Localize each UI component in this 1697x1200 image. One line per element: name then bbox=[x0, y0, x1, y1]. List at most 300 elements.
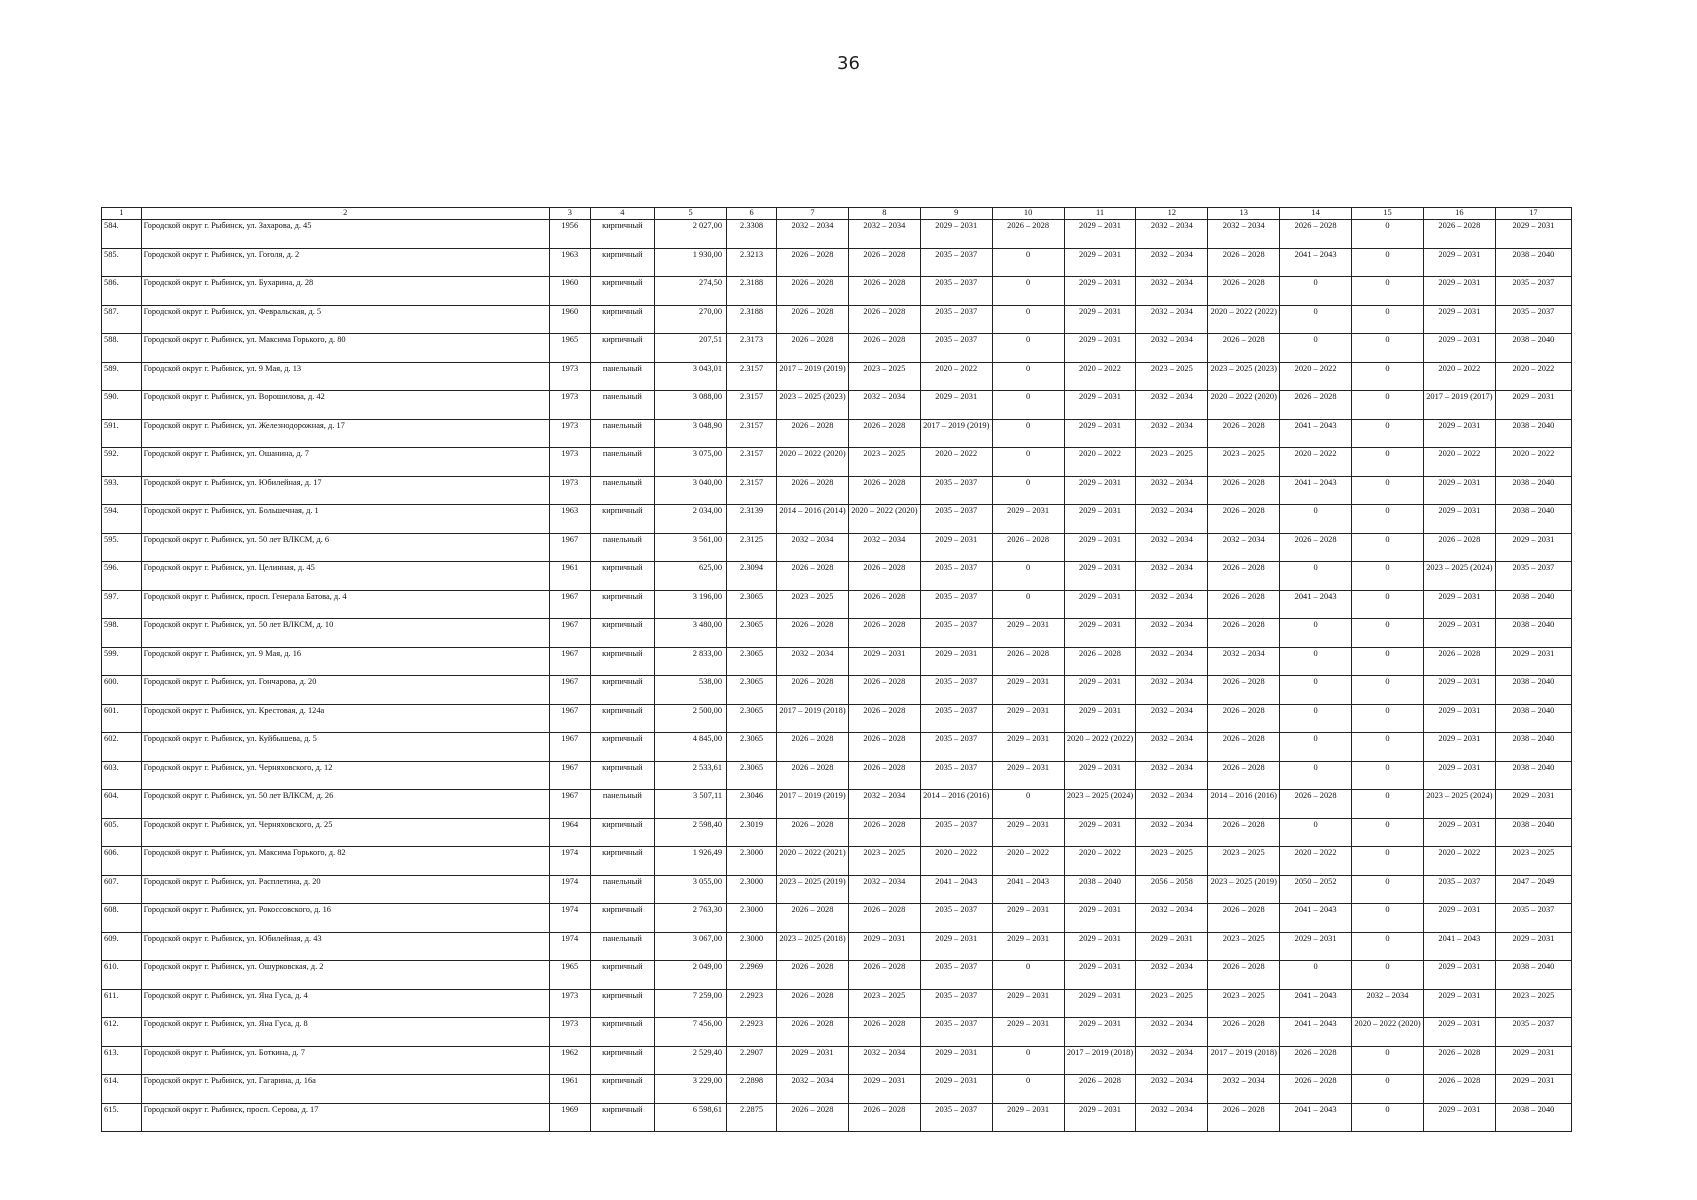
period-cell: 2014 – 2016 (2016) bbox=[1208, 790, 1280, 819]
period-cell: 2020 – 2022 bbox=[1495, 448, 1571, 477]
year-cell: 1974 bbox=[549, 932, 590, 961]
area-cell: 3 196,00 bbox=[655, 590, 727, 619]
period-cell: 2029 – 2031 bbox=[920, 533, 992, 562]
wall-material-cell: кирпичный bbox=[590, 334, 655, 363]
period-cell: 2026 – 2028 bbox=[1208, 248, 1280, 277]
index-cell: 2.3000 bbox=[727, 904, 777, 933]
address-cell: Городской округ г. Рыбинск, ул. Расплетина, д. 20 bbox=[141, 875, 549, 904]
period-cell: 2029 – 2031 bbox=[1064, 818, 1136, 847]
address-cell: Городской округ г. Рыбинск, ул. Большечная, д. 1 bbox=[141, 505, 549, 534]
period-cell: 0 bbox=[992, 562, 1064, 591]
wall-material-cell: кирпичный bbox=[590, 733, 655, 762]
period-cell: 0 bbox=[1352, 590, 1424, 619]
period-cell: 2029 – 2031 bbox=[992, 1103, 1064, 1132]
period-cell: 2026 – 2028 bbox=[777, 562, 849, 591]
index-cell: 2.2907 bbox=[727, 1046, 777, 1075]
period-cell: 2029 – 2031 bbox=[920, 932, 992, 961]
period-cell: 2017 – 2019 (2018) bbox=[1208, 1046, 1280, 1075]
period-cell: 2029 – 2031 bbox=[1064, 248, 1136, 277]
index-cell: 2.3065 bbox=[727, 619, 777, 648]
column-header: 14 bbox=[1280, 208, 1352, 220]
wall-material-cell: кирпичный bbox=[590, 961, 655, 990]
wall-material-cell: кирпичный bbox=[590, 989, 655, 1018]
area-cell: 2 763,30 bbox=[655, 904, 727, 933]
period-cell: 2023 – 2025 bbox=[1495, 847, 1571, 876]
period-cell: 2026 – 2028 bbox=[777, 419, 849, 448]
period-cell: 2032 – 2034 bbox=[848, 790, 920, 819]
period-cell: 2026 – 2028 bbox=[777, 904, 849, 933]
address-cell: Городской округ г. Рыбинск, ул. Февральская, д. 5 bbox=[141, 305, 549, 334]
table-row bbox=[102, 419, 1572, 448]
period-cell: 2026 – 2028 bbox=[777, 619, 849, 648]
year-cell: 1965 bbox=[549, 334, 590, 363]
wall-material-cell: кирпичный bbox=[590, 704, 655, 733]
period-cell: 2020 – 2022 bbox=[1280, 362, 1352, 391]
period-cell: 2035 – 2037 bbox=[920, 1018, 992, 1047]
period-cell: 0 bbox=[1352, 419, 1424, 448]
address-cell: Городской округ г. Рыбинск, ул. 50 лет ВЛКСМ, д. 10 bbox=[141, 619, 549, 648]
period-cell: 2026 – 2028 bbox=[848, 1103, 920, 1132]
period-cell: 2032 – 2034 bbox=[848, 533, 920, 562]
period-cell: 0 bbox=[1352, 790, 1424, 819]
table-row bbox=[102, 1018, 1572, 1047]
period-cell: 2035 – 2037 bbox=[920, 989, 992, 1018]
period-cell: 2026 – 2028 bbox=[848, 305, 920, 334]
row-number-cell: 584. bbox=[102, 220, 142, 249]
index-cell: 2.3094 bbox=[727, 562, 777, 591]
period-cell: 2029 – 2031 bbox=[1064, 1018, 1136, 1047]
period-cell: 0 bbox=[992, 277, 1064, 306]
table-row bbox=[102, 334, 1572, 363]
period-cell: 2029 – 2031 bbox=[1064, 220, 1136, 249]
period-cell: 2035 – 2037 bbox=[1495, 1018, 1571, 1047]
period-cell: 0 bbox=[1352, 1046, 1424, 1075]
period-cell: 2029 – 2031 bbox=[992, 676, 1064, 705]
row-number-cell: 599. bbox=[102, 647, 142, 676]
year-cell: 1973 bbox=[549, 1018, 590, 1047]
table-row bbox=[102, 961, 1572, 990]
period-cell: 2026 – 2028 bbox=[777, 334, 849, 363]
period-cell: 2032 – 2034 bbox=[1136, 391, 1208, 420]
period-cell: 0 bbox=[1280, 277, 1352, 306]
index-cell: 2.3065 bbox=[727, 733, 777, 762]
period-cell: 2029 – 2031 bbox=[1136, 932, 1208, 961]
period-cell: 0 bbox=[1280, 619, 1352, 648]
period-cell: 2029 – 2031 bbox=[1064, 904, 1136, 933]
index-cell: 2.3065 bbox=[727, 704, 777, 733]
period-cell: 0 bbox=[992, 790, 1064, 819]
period-cell: 2029 – 2031 bbox=[1423, 505, 1495, 534]
year-cell: 1973 bbox=[549, 391, 590, 420]
wall-material-cell: кирпичный bbox=[590, 847, 655, 876]
wall-material-cell: кирпичный bbox=[590, 562, 655, 591]
column-number-row bbox=[102, 208, 1572, 220]
address-cell: Городской округ г. Рыбинск, ул. Ошурковская, д. 2 bbox=[141, 961, 549, 990]
period-cell: 2023 – 2025 bbox=[1136, 362, 1208, 391]
period-cell: 2023 – 2025 (2024) bbox=[1064, 790, 1136, 819]
table-row bbox=[102, 1046, 1572, 1075]
period-cell: 2026 – 2028 bbox=[777, 305, 849, 334]
period-cell: 2026 – 2028 bbox=[777, 733, 849, 762]
period-cell: 2032 – 2034 bbox=[1136, 505, 1208, 534]
period-cell: 2029 – 2031 bbox=[1064, 562, 1136, 591]
period-cell: 2020 – 2022 bbox=[920, 448, 992, 477]
period-cell: 2029 – 2031 bbox=[992, 989, 1064, 1018]
period-cell: 2029 – 2031 bbox=[1064, 676, 1136, 705]
period-cell: 0 bbox=[1352, 391, 1424, 420]
index-cell: 2.3000 bbox=[727, 932, 777, 961]
period-cell: 2026 – 2028 bbox=[848, 562, 920, 591]
period-cell: 2032 – 2034 bbox=[1352, 989, 1424, 1018]
index-cell: 2.3188 bbox=[727, 277, 777, 306]
period-cell: 2020 – 2022 (2020) bbox=[1352, 1018, 1424, 1047]
period-cell: 0 bbox=[992, 476, 1064, 505]
column-header: 8 bbox=[848, 208, 920, 220]
period-cell: 2029 – 2031 bbox=[848, 932, 920, 961]
period-cell: 2056 – 2058 bbox=[1136, 875, 1208, 904]
area-cell: 207,51 bbox=[655, 334, 727, 363]
period-cell: 2026 – 2028 bbox=[1423, 647, 1495, 676]
row-number-cell: 605. bbox=[102, 818, 142, 847]
period-cell: 2029 – 2031 bbox=[992, 733, 1064, 762]
period-cell: 2026 – 2028 bbox=[1208, 419, 1280, 448]
period-cell: 0 bbox=[992, 248, 1064, 277]
period-cell: 2032 – 2034 bbox=[1136, 619, 1208, 648]
period-cell: 2029 – 2031 bbox=[1064, 305, 1136, 334]
period-cell: 2029 – 2031 bbox=[1495, 1075, 1571, 1104]
wall-material-cell: панельный bbox=[590, 875, 655, 904]
year-cell: 1973 bbox=[549, 476, 590, 505]
period-cell: 2023 – 2025 bbox=[1136, 448, 1208, 477]
period-cell: 2023 – 2025 bbox=[777, 590, 849, 619]
period-cell: 2029 – 2031 bbox=[992, 505, 1064, 534]
period-cell: 0 bbox=[1352, 562, 1424, 591]
period-cell: 2038 – 2040 bbox=[1495, 419, 1571, 448]
period-cell: 2026 – 2028 bbox=[1280, 790, 1352, 819]
area-cell: 2 833,00 bbox=[655, 647, 727, 676]
column-header: 13 bbox=[1208, 208, 1280, 220]
period-cell: 0 bbox=[1352, 818, 1424, 847]
period-cell: 2032 – 2034 bbox=[1136, 277, 1208, 306]
address-cell: Городской округ г. Рыбинск, ул. Максима Горького, д. 82 bbox=[141, 847, 549, 876]
period-cell: 2029 – 2031 bbox=[1064, 932, 1136, 961]
column-header: 16 bbox=[1423, 208, 1495, 220]
row-number-cell: 595. bbox=[102, 533, 142, 562]
row-number-cell: 603. bbox=[102, 761, 142, 790]
table-row bbox=[102, 932, 1572, 961]
period-cell: 2029 – 2031 bbox=[1064, 476, 1136, 505]
period-cell: 2038 – 2040 bbox=[1064, 875, 1136, 904]
period-cell: 0 bbox=[1352, 1103, 1424, 1132]
period-cell: 0 bbox=[1352, 904, 1424, 933]
period-cell: 2035 – 2037 bbox=[1423, 875, 1495, 904]
area-cell: 2 529,40 bbox=[655, 1046, 727, 1075]
period-cell: 0 bbox=[1352, 733, 1424, 762]
period-cell: 0 bbox=[992, 961, 1064, 990]
period-cell: 2032 – 2034 bbox=[1136, 305, 1208, 334]
period-cell: 2026 – 2028 bbox=[848, 818, 920, 847]
period-cell: 2041 – 2043 bbox=[1280, 1018, 1352, 1047]
period-cell: 2029 – 2031 bbox=[848, 647, 920, 676]
period-cell: 2029 – 2031 bbox=[992, 761, 1064, 790]
index-cell: 2.2923 bbox=[727, 1018, 777, 1047]
period-cell: 2029 – 2031 bbox=[848, 1075, 920, 1104]
period-cell: 2029 – 2031 bbox=[1064, 533, 1136, 562]
period-cell: 2032 – 2034 bbox=[1136, 1075, 1208, 1104]
period-cell: 0 bbox=[1352, 448, 1424, 477]
table-row bbox=[102, 761, 1572, 790]
period-cell: 2035 – 2037 bbox=[920, 277, 992, 306]
period-cell: 2020 – 2022 bbox=[1423, 448, 1495, 477]
period-cell: 2032 – 2034 bbox=[1136, 476, 1208, 505]
period-cell: 0 bbox=[1280, 562, 1352, 591]
row-number-cell: 593. bbox=[102, 476, 142, 505]
row-number-cell: 608. bbox=[102, 904, 142, 933]
period-cell: 2032 – 2034 bbox=[1208, 533, 1280, 562]
period-cell: 2023 – 2025 bbox=[1208, 989, 1280, 1018]
period-cell: 2026 – 2028 bbox=[1208, 476, 1280, 505]
period-cell: 0 bbox=[1280, 647, 1352, 676]
index-cell: 2.3173 bbox=[727, 334, 777, 363]
period-cell: 2029 – 2031 bbox=[1423, 761, 1495, 790]
period-cell: 2026 – 2028 bbox=[1208, 334, 1280, 363]
period-cell: 2032 – 2034 bbox=[1136, 818, 1208, 847]
table-row bbox=[102, 704, 1572, 733]
period-cell: 0 bbox=[1280, 818, 1352, 847]
address-cell: Городской округ г. Рыбинск, ул. Яна Гуса, д. 8 bbox=[141, 1018, 549, 1047]
address-cell: Городской округ г. Рыбинск, ул. Захарова, д. 45 bbox=[141, 220, 549, 249]
area-cell: 1 930,00 bbox=[655, 248, 727, 277]
column-header: 1 bbox=[102, 208, 142, 220]
row-number-cell: 588. bbox=[102, 334, 142, 363]
table-row bbox=[102, 448, 1572, 477]
period-cell: 2020 – 2022 (2022) bbox=[1064, 733, 1136, 762]
period-cell: 2020 – 2022 bbox=[1280, 847, 1352, 876]
period-cell: 2023 – 2025 bbox=[848, 448, 920, 477]
wall-material-cell: кирпичный bbox=[590, 647, 655, 676]
period-cell: 0 bbox=[1352, 277, 1424, 306]
period-cell: 2029 – 2031 bbox=[1280, 932, 1352, 961]
year-cell: 1963 bbox=[549, 505, 590, 534]
period-cell: 2035 – 2037 bbox=[920, 505, 992, 534]
table-row bbox=[102, 305, 1572, 334]
area-cell: 3 048,90 bbox=[655, 419, 727, 448]
period-cell: 0 bbox=[992, 448, 1064, 477]
address-cell: Городской округ г. Рыбинск, ул. 9 Мая, д. 16 bbox=[141, 647, 549, 676]
period-cell: 2035 – 2037 bbox=[920, 305, 992, 334]
table-row bbox=[102, 590, 1572, 619]
wall-material-cell: панельный bbox=[590, 448, 655, 477]
period-cell: 2038 – 2040 bbox=[1495, 818, 1571, 847]
period-cell: 2032 – 2034 bbox=[1136, 761, 1208, 790]
index-cell: 2.3157 bbox=[727, 391, 777, 420]
table-row bbox=[102, 248, 1572, 277]
period-cell: 2029 – 2031 bbox=[1064, 961, 1136, 990]
period-cell: 0 bbox=[1280, 761, 1352, 790]
period-cell: 2029 – 2031 bbox=[1495, 391, 1571, 420]
wall-material-cell: кирпичный bbox=[590, 761, 655, 790]
period-cell: 2020 – 2022 bbox=[1064, 847, 1136, 876]
period-cell: 2029 – 2031 bbox=[920, 647, 992, 676]
table-row bbox=[102, 790, 1572, 819]
period-cell: 2026 – 2028 bbox=[1280, 533, 1352, 562]
period-cell: 2029 – 2031 bbox=[992, 818, 1064, 847]
period-cell: 0 bbox=[1352, 505, 1424, 534]
period-cell: 2029 – 2031 bbox=[1495, 533, 1571, 562]
period-cell: 0 bbox=[992, 305, 1064, 334]
period-cell: 2020 – 2022 bbox=[920, 362, 992, 391]
period-cell: 2020 – 2022 bbox=[1495, 362, 1571, 391]
area-cell: 2 049,00 bbox=[655, 961, 727, 990]
period-cell: 2035 – 2037 bbox=[1495, 277, 1571, 306]
wall-material-cell: кирпичный bbox=[590, 277, 655, 306]
period-cell: 2020 – 2022 (2020) bbox=[777, 448, 849, 477]
period-cell: 2029 – 2031 bbox=[1423, 989, 1495, 1018]
address-cell: Городской округ г. Рыбинск, ул. Черняховского, д. 12 bbox=[141, 761, 549, 790]
period-cell: 2032 – 2034 bbox=[848, 391, 920, 420]
area-cell: 3 067,00 bbox=[655, 932, 727, 961]
period-cell: 2029 – 2031 bbox=[1423, 1103, 1495, 1132]
table-row bbox=[102, 277, 1572, 306]
address-cell: Городской округ г. Рыбинск, ул. 50 лет ВЛКСМ, д. 26 bbox=[141, 790, 549, 819]
period-cell: 2032 – 2034 bbox=[1136, 334, 1208, 363]
address-cell: Городской округ г. Рыбинск, ул. Юбилейная, д. 17 bbox=[141, 476, 549, 505]
period-cell: 2032 – 2034 bbox=[1136, 904, 1208, 933]
period-cell: 2032 – 2034 bbox=[848, 1046, 920, 1075]
period-cell: 2032 – 2034 bbox=[1136, 961, 1208, 990]
period-cell: 2035 – 2037 bbox=[920, 676, 992, 705]
period-cell: 2038 – 2040 bbox=[1495, 676, 1571, 705]
area-cell: 625,00 bbox=[655, 562, 727, 591]
period-cell: 2038 – 2040 bbox=[1495, 1103, 1571, 1132]
column-header: 6 bbox=[727, 208, 777, 220]
period-cell: 2029 – 2031 bbox=[1423, 1018, 1495, 1047]
area-cell: 2 027,00 bbox=[655, 220, 727, 249]
row-number-cell: 597. bbox=[102, 590, 142, 619]
period-cell: 2020 – 2022 bbox=[1423, 362, 1495, 391]
period-cell: 2038 – 2040 bbox=[1495, 505, 1571, 534]
wall-material-cell: кирпичный bbox=[590, 1018, 655, 1047]
wall-material-cell: кирпичный bbox=[590, 818, 655, 847]
period-cell: 2029 – 2031 bbox=[992, 932, 1064, 961]
wall-material-cell: кирпичный bbox=[590, 590, 655, 619]
year-cell: 1974 bbox=[549, 904, 590, 933]
row-number-cell: 615. bbox=[102, 1103, 142, 1132]
year-cell: 1960 bbox=[549, 305, 590, 334]
period-cell: 2029 – 2031 bbox=[1423, 904, 1495, 933]
period-cell: 2032 – 2034 bbox=[1136, 647, 1208, 676]
period-cell: 2029 – 2031 bbox=[1064, 704, 1136, 733]
area-cell: 2 533,61 bbox=[655, 761, 727, 790]
housing-register-table bbox=[101, 207, 1572, 1132]
period-cell: 0 bbox=[992, 362, 1064, 391]
period-cell: 2032 – 2034 bbox=[1208, 647, 1280, 676]
period-cell: 2029 – 2031 bbox=[1064, 1103, 1136, 1132]
index-cell: 2.3000 bbox=[727, 875, 777, 904]
area-cell: 538,00 bbox=[655, 676, 727, 705]
period-cell: 2029 – 2031 bbox=[1423, 704, 1495, 733]
period-cell: 2026 – 2028 bbox=[777, 961, 849, 990]
period-cell: 2023 – 2025 bbox=[1208, 932, 1280, 961]
year-cell: 1965 bbox=[549, 961, 590, 990]
table-row bbox=[102, 847, 1572, 876]
period-cell: 2026 – 2028 bbox=[777, 761, 849, 790]
year-cell: 1961 bbox=[549, 1075, 590, 1104]
period-cell: 2020 – 2022 bbox=[1064, 362, 1136, 391]
period-cell: 2041 – 2043 bbox=[1280, 1103, 1352, 1132]
table-row bbox=[102, 476, 1572, 505]
year-cell: 1964 bbox=[549, 818, 590, 847]
period-cell: 2029 – 2031 bbox=[1423, 334, 1495, 363]
wall-material-cell: кирпичный bbox=[590, 619, 655, 648]
period-cell: 2026 – 2028 bbox=[1423, 1075, 1495, 1104]
period-cell: 2026 – 2028 bbox=[1064, 1075, 1136, 1104]
period-cell: 2035 – 2037 bbox=[920, 961, 992, 990]
period-cell: 2041 – 2043 bbox=[1423, 932, 1495, 961]
row-number-cell: 592. bbox=[102, 448, 142, 477]
period-cell: 2032 – 2034 bbox=[1136, 590, 1208, 619]
index-cell: 2.3046 bbox=[727, 790, 777, 819]
period-cell: 2041 – 2043 bbox=[992, 875, 1064, 904]
period-cell: 2014 – 2016 (2014) bbox=[777, 505, 849, 534]
year-cell: 1967 bbox=[549, 790, 590, 819]
period-cell: 2017 – 2019 (2017) bbox=[1423, 391, 1495, 420]
period-cell: 2026 – 2028 bbox=[1208, 704, 1280, 733]
year-cell: 1962 bbox=[549, 1046, 590, 1075]
wall-material-cell: панельный bbox=[590, 533, 655, 562]
period-cell: 2029 – 2031 bbox=[1064, 277, 1136, 306]
wall-material-cell: кирпичный bbox=[590, 904, 655, 933]
area-cell: 6 598,61 bbox=[655, 1103, 727, 1132]
period-cell: 2032 – 2034 bbox=[777, 220, 849, 249]
wall-material-cell: кирпичный bbox=[590, 1046, 655, 1075]
index-cell: 2.3000 bbox=[727, 847, 777, 876]
period-cell: 0 bbox=[1352, 476, 1424, 505]
period-cell: 2023 – 2025 (2024) bbox=[1423, 790, 1495, 819]
index-cell: 2.3157 bbox=[727, 419, 777, 448]
period-cell: 2029 – 2031 bbox=[1495, 932, 1571, 961]
period-cell: 2032 – 2034 bbox=[777, 647, 849, 676]
period-cell: 2032 – 2034 bbox=[1136, 248, 1208, 277]
period-cell: 2032 – 2034 bbox=[1136, 704, 1208, 733]
period-cell: 2026 – 2028 bbox=[1208, 676, 1280, 705]
period-cell: 2026 – 2028 bbox=[1208, 1103, 1280, 1132]
period-cell: 2020 – 2022 bbox=[1423, 847, 1495, 876]
wall-material-cell: панельный bbox=[590, 362, 655, 391]
row-number-cell: 587. bbox=[102, 305, 142, 334]
area-cell: 3 507,11 bbox=[655, 790, 727, 819]
year-cell: 1967 bbox=[549, 533, 590, 562]
period-cell: 0 bbox=[1352, 961, 1424, 990]
period-cell: 0 bbox=[1352, 362, 1424, 391]
period-cell: 2026 – 2028 bbox=[1280, 391, 1352, 420]
address-cell: Городской округ г. Рыбинск, ул. Юбилейная, д. 43 bbox=[141, 932, 549, 961]
column-header: 7 bbox=[777, 208, 849, 220]
table-row bbox=[102, 1075, 1572, 1104]
area-cell: 3 088,00 bbox=[655, 391, 727, 420]
period-cell: 2029 – 2031 bbox=[1064, 761, 1136, 790]
wall-material-cell: панельный bbox=[590, 419, 655, 448]
table-row bbox=[102, 875, 1572, 904]
period-cell: 2038 – 2040 bbox=[1495, 761, 1571, 790]
period-cell: 2026 – 2028 bbox=[1064, 647, 1136, 676]
address-cell: Городской округ г. Рыбинск, просп. Серова, д. 17 bbox=[141, 1103, 549, 1132]
period-cell: 2026 – 2028 bbox=[1280, 1046, 1352, 1075]
period-cell: 2035 – 2037 bbox=[1495, 904, 1571, 933]
period-cell: 2038 – 2040 bbox=[1495, 704, 1571, 733]
period-cell: 2020 – 2022 bbox=[1280, 448, 1352, 477]
year-cell: 1956 bbox=[549, 220, 590, 249]
